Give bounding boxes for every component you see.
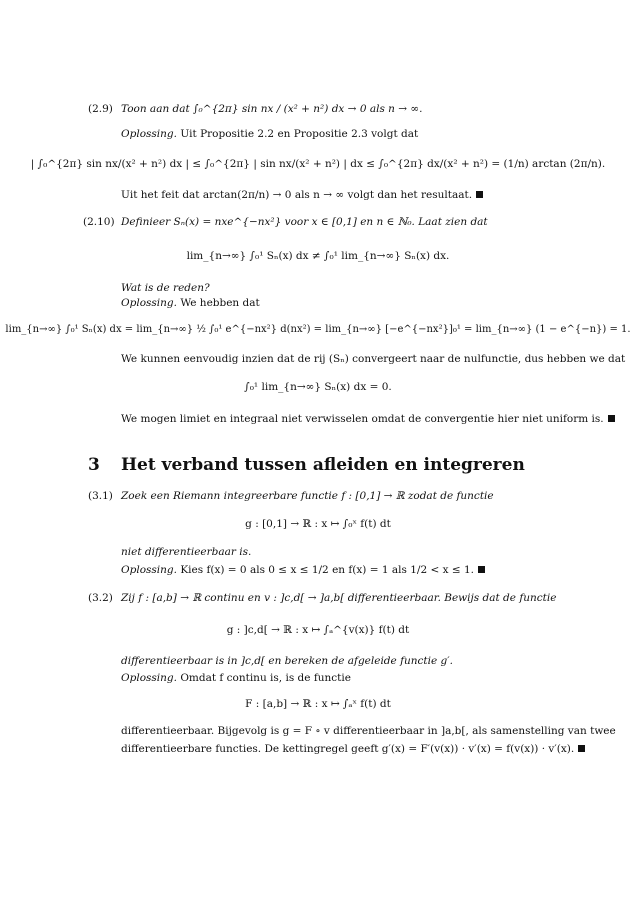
solution-line — [121, 128, 418, 140]
display-equation: g : ]c,d[ → ℝ : x ↦ ∫ₐ^{v(x)} f(t) dt — [226, 624, 410, 636]
qed-square-icon — [476, 191, 483, 198]
solution-text: Uit Propositie 2.2 en Propositie 2.3 volgt dat — [180, 128, 419, 140]
solution-label: Oplossing. — [121, 128, 177, 140]
exercise-number: (2.9) — [88, 103, 113, 115]
exercise-statement: differentieerbaar is in ]c,d[ en bereken de afgeleide functie g′. — [121, 655, 453, 667]
exercise-statement: Zoek een Riemann integreerbare functie f : [0,1] → ℝ zodat de functie — [121, 490, 494, 502]
conclusion-line — [121, 189, 483, 201]
conclusion-line: differentieerbaar. Bijgevolg is g = F ∘ v differentieerbaar in ]a,b[, als samenstelling van twee — [121, 725, 616, 737]
display-equation: F : [a,b] → ℝ : x ↦ ∫ₐˣ f(t) dt — [245, 698, 391, 710]
solution-label: Oplossing. — [121, 672, 177, 684]
solution-text: Kies f(x) = 0 als 0 ≤ x ≤ 1/2 en f(x) = 1 als 1/2 < x ≤ 1. — [180, 564, 475, 576]
qed-square-icon — [478, 566, 485, 573]
display-equation: | ∫₀^{2π} sin nx/(x² + n²) dx | ≤ ∫₀^{2π} | sin nx/(x² + n²) | dx ≤ ∫₀^{2π} dx/(x² + n²) = (1/n) arctan (2π/n). — [30, 158, 606, 170]
solution-label: Oplossing. — [121, 564, 177, 576]
exercise-number: (3.1) — [88, 490, 113, 502]
section-title: Het verband tussen afleiden en integreren — [121, 455, 525, 475]
conclusion-line — [121, 743, 585, 755]
qed-square-icon — [578, 745, 585, 752]
solution-line — [121, 297, 260, 309]
display-equation: lim_{n→∞} ∫₀¹ Sₙ(x) dx = lim_{n→∞} ½ ∫₀¹ e^{−nx²} d(nx²) = lim_{n→∞} [−e^{−nx²}]₀¹ = lim_{n→∞} (1 − e^{−n}) = 1. — [5, 324, 631, 335]
solution-text: Omdat f continu is, is de functie — [180, 672, 351, 684]
text-line: We kunnen eenvoudig inzien dat de rij (Sₙ) convergeert naar de nulfunctie, dus hebben we dat — [121, 353, 626, 365]
conclusion-text: Uit het feit dat arctan(2π/n) → 0 als n → ∞ volgt dan het resultaat. — [121, 189, 473, 201]
exercise-number: (2.10) — [83, 216, 115, 228]
exercise-statement: niet differentieerbaar is. — [121, 546, 252, 558]
solution-label: Oplossing. — [121, 297, 177, 309]
conclusion-text: We mogen limiet en integraal niet verwisselen omdat de convergentie hier niet uniform is. — [121, 413, 604, 425]
exercise-number: (3.2) — [88, 592, 113, 604]
exercise-statement: Toon aan dat ∫₀^{2π} sin nx / (x² + n²) dx → 0 als n → ∞. — [121, 103, 423, 115]
conclusion-text: differentieerbare functies. De kettingregel geeft g′(x) = F′(v(x)) · v′(x) = f(v(x)) · v′(x). — [121, 743, 575, 755]
qed-square-icon — [608, 415, 615, 422]
conclusion-line — [121, 413, 615, 425]
solution-line — [121, 672, 351, 684]
display-equation: g : [0,1] → ℝ : x ↦ ∫₀ˣ f(t) dt — [245, 518, 391, 530]
solution-line — [121, 564, 485, 576]
exercise-statement: Zij f : [a,b] → ℝ continu en v : ]c,d[ → ]a,b[ differentieerbaar. Bewijs dat de functie — [121, 592, 557, 604]
display-equation: ∫₀¹ lim_{n→∞} Sₙ(x) dx = 0. — [244, 381, 392, 393]
section-number: 3 — [88, 455, 100, 475]
exercise-question: Wat is de reden? — [121, 282, 210, 294]
solution-text: We hebben dat — [180, 297, 260, 309]
exercise-statement: Definieer Sₙ(x) = nxe^{−nx²} voor x ∈ [0,1] en n ∈ ℕ₀. Laat zien dat — [121, 216, 488, 228]
display-equation: lim_{n→∞} ∫₀¹ Sₙ(x) dx ≠ ∫₀¹ lim_{n→∞} Sₙ(x) dx. — [186, 250, 450, 262]
